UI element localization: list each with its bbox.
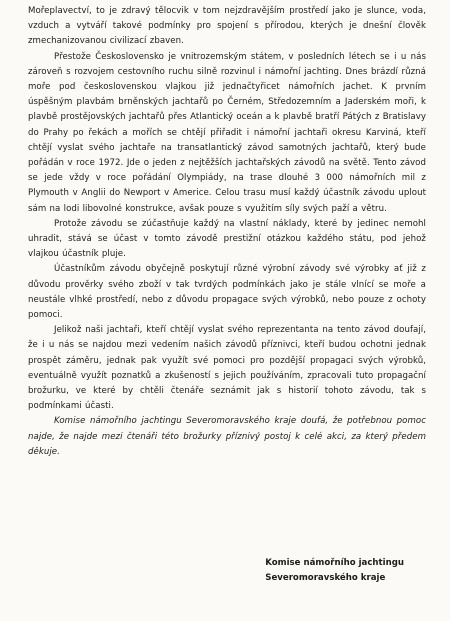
- paragraph-brochure: Jelikož naši jachtaři, kteří chtějí vyslat svého reprezentanta na tento závod doufají, že i u nás se najdou mezi vedením našich závodů příznivci, kteří budou ochotni jednak prospět záměru, jednak pak využít své pomoci pro pozdější propagaci svých výrobků, eventuálně využít poznatků a zkušeností s jejich používáním, zpracovali tuto propagační brožurku, ve které by chtěli čtenáře seznámit jak s historií tohoto závodu, tak s podmínkami účasti.: [28, 325, 426, 412]
- signature-block: [265, 556, 404, 586]
- signature-line-2: Severomoravského kraje: [265, 573, 386, 583]
- paragraph-sponsors: Účastníkům závodu obyčejně poskytují různé výrobní závody své výrobky ať již z důvodu prověrky svého zboží v tak tvrdých podmínkách jako je stále vlnící se moře a neustále vlhké prostředí, nebo z důvodu propagace svých výrobků, nebo pouze z ochoty pomoci.: [28, 264, 426, 321]
- paragraph-history: Přestože Československo je vnitrozemským státem, v posledních létech se i u nás zároveň s rozvojem cestovního ruchu silně rozvinul i námořní jachting. Dnes brázdí různá moře pod československou vlajkou již jednačtyřicet námořních jachet. K prvním úspěšným plavbám brněnských jachtařů po Černém, Středozemním a Jaderském moři, k plavbě prostějovských jachtařů přes Atlantický oceán a k plavbě bratří Pátých z Bratislavy do Prahy po řekách a mořích se chtějí přiřadit i námořní jachtaři okresu Karviná, kteří chtějí vyslat svého jachtaře na transatlantický závod samotných jachtařů, který bude pořádán v roce 1972. Jde o jeden z nejtěžších jachtařských závodů na světě. Tento závod se jede vždy v roce pořádání Olympiády, na trase dlouhé 3 000 námořních mil z Plymouth v Anglii do Newport v Americe. Celou trasu musí každý účastník závodu uplout sám na lodi libovolné konstrukce, avšak pouze s využitím síly svých paží a větru.: [28, 51, 426, 214]
- paragraph-closing: Komise námořního jachtingu Severomoravského kraje doufá, že potřebnou pomoc najde, že najde mezi čtenáři této brožurky příznivý postoj k celé akci, za který předem děkuje.: [28, 416, 426, 457]
- paragraph-costs: Protože závodu se zúčastňuje každý na vlastní náklady, které by jedinec nemohl uhradit, stává se účast v tomto závodě prestižní otázkou každého státu, pod jehož vlajkou účastník pluje.: [28, 218, 426, 260]
- paragraph-intro: Mořeplavectví, to je zdravý tělocvik v tom nejzdravějším prostředí jako je slunce, voda, vzduch a vytváří takové podmínky pro spojení s přírodou, kterých je dnešní člověk zmechanizovanou civilizací zbaven.: [28, 6, 426, 47]
- signature-line-1: Komise námořního jachtingu: [265, 558, 404, 568]
